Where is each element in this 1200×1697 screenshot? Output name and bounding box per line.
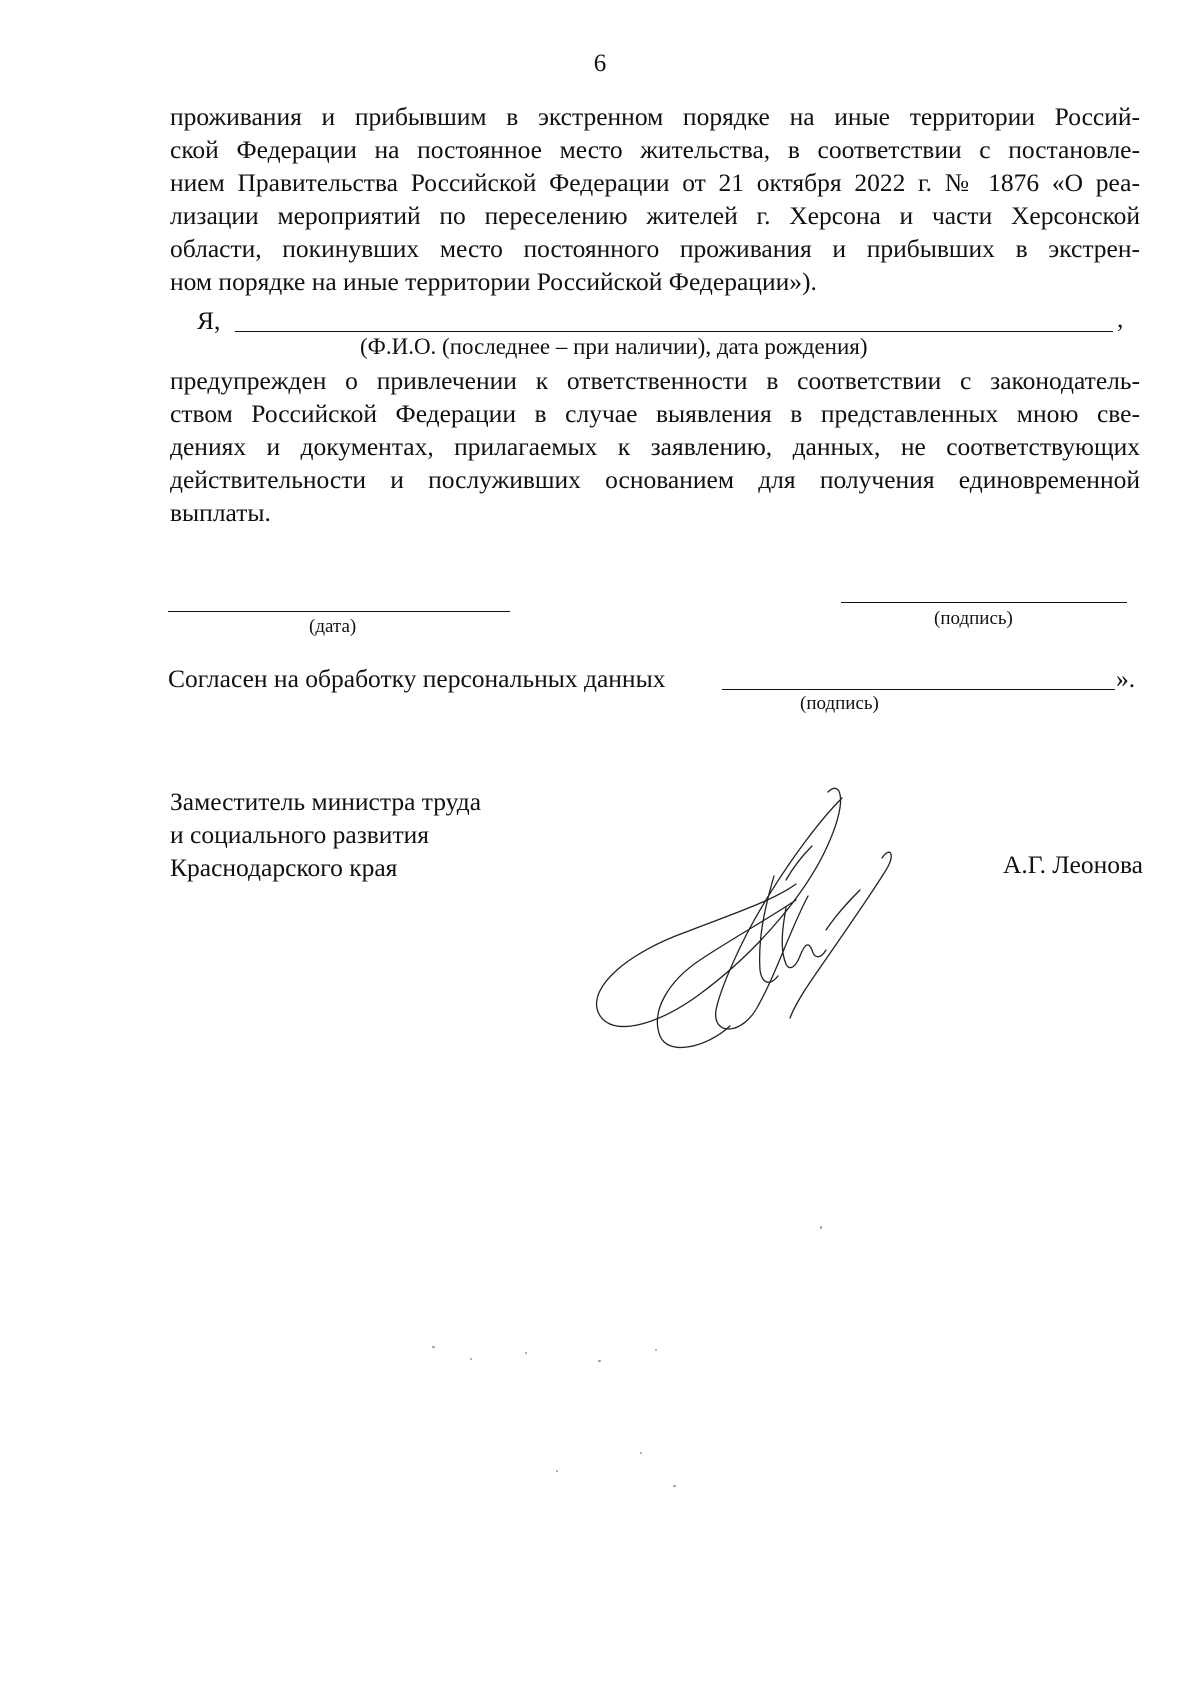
scan-speck [655,1349,657,1351]
scan-speck [820,1226,822,1229]
signatory-position [170,785,481,884]
text-line: лизации мероприятий по переселению жителей г. Херсона и части Херсонской [170,201,1140,230]
full-name-caption: (Ф.И.О. (последнее – при наличии), дата рождения) [360,334,868,359]
date-blank-line[interactable] [168,611,510,612]
text-line: действительности и послуживших основанием для получения единовременной [170,465,1140,494]
text-line: предупрежден о привлечении к ответственности в соответствии с законодатель- [170,366,1140,395]
scan-speck [525,1352,527,1354]
page-number: 6 [593,50,607,77]
paragraph-continuation [170,100,1140,298]
position-line: и социального развития [170,820,429,849]
paragraph-warning [170,364,1140,529]
handwritten-signature [590,780,910,1060]
text-line: проживания и прибывшим в экстренном порядке на иные территории Россий- [170,102,1140,131]
consent-text: Согласен на обработку персональных данных [168,664,666,693]
text-line: ством Российской Федерации в случае выявления в представленных мною све- [170,399,1140,428]
signature-blank-line[interactable] [841,602,1127,603]
text-line: дениях и документах, прилагаемых к заявлению, данных, не соответствующих [170,432,1140,461]
scan-speck [432,1346,435,1348]
scan-speck [598,1360,601,1362]
scan-speck [673,1485,676,1487]
declaration-prefix: Я, [197,306,221,335]
text-line: ном порядке на иные территории Российской Федерации»). [170,267,817,296]
consent-signature-caption: (подпись) [800,693,879,714]
declaration-suffix: , [1117,304,1124,333]
text-line: ской Федерации на постоянное место жительства, в соответствии с постановле- [170,135,1140,164]
scan-speck [556,1470,558,1472]
text-line: области, покинувших место постоянного проживания и прибывших в экстрен- [170,234,1140,263]
signatory-name: А.Г. Леонова [1002,850,1143,879]
text-line: нием Правительства Российской Федерации от 21 октября 2022 г. № 1876 «О реа- [170,168,1140,197]
consent-suffix: ». [1116,664,1136,693]
scan-speck [470,1358,472,1360]
scan-speck [640,1452,642,1454]
position-line: Заместитель министра труда [170,787,482,816]
text-line: выплаты. [170,498,271,527]
consent-signature-blank-line[interactable] [722,689,1115,690]
date-caption: (дата) [309,616,357,637]
full-name-blank-line[interactable] [235,331,1113,332]
signature-caption: (подпись) [934,608,1013,629]
position-line: Краснодарского края [170,853,398,882]
